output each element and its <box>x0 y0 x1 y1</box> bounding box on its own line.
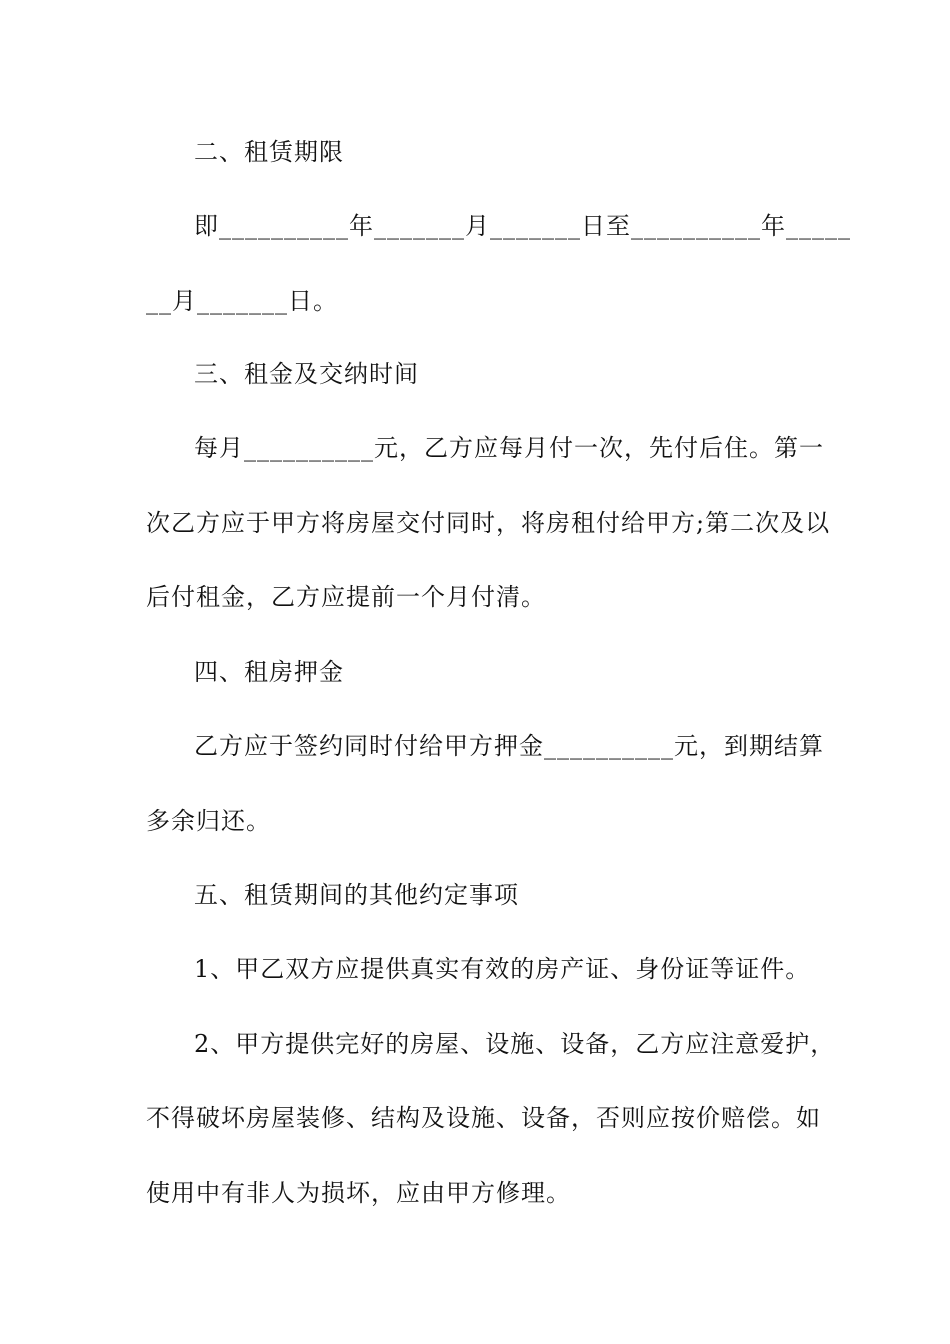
section-heading-rent: 三、租金及交纳时间 <box>194 360 419 388</box>
section-heading-deposit: 四、租房押金 <box>194 658 344 686</box>
term-item-2-line: 使用中有非人为损坏，应由甲方修理。 <box>146 1179 571 1207</box>
rent-paragraph-line: 每月__________元，乙方应每月付一次，先付后住。第一 <box>194 434 824 462</box>
section-heading-lease-term: 二、租赁期限 <box>194 138 344 166</box>
deposit-paragraph-line: 多余归还。 <box>146 807 271 835</box>
lease-term-date-line: 即__________年_______月_______日至__________年_____ <box>194 212 851 240</box>
rent-paragraph-line: 后付租金，乙方应提前一个月付清。 <box>146 583 546 611</box>
deposit-paragraph-line: 乙方应于签约同时付给甲方押金__________元，到期结算 <box>194 732 824 760</box>
rent-paragraph-line: 次乙方应于甲方将房屋交付同时，将房租付给甲方;第二次及以 <box>146 509 831 537</box>
lease-term-date-line-continued: __月_______日。 <box>146 287 338 315</box>
term-item-1: 1、甲乙双方应提供真实有效的房产证、身份证等证件。 <box>194 955 811 983</box>
section-heading-other-terms: 五、租赁期间的其他约定事项 <box>194 881 519 909</box>
term-item-2-line: 2、甲方提供完好的房屋、设施、设备，乙方应注意爱护， <box>194 1030 836 1058</box>
term-item-2-line: 不得破坏房屋装修、结构及设施、设备，否则应按价赔偿。如 <box>146 1104 821 1132</box>
